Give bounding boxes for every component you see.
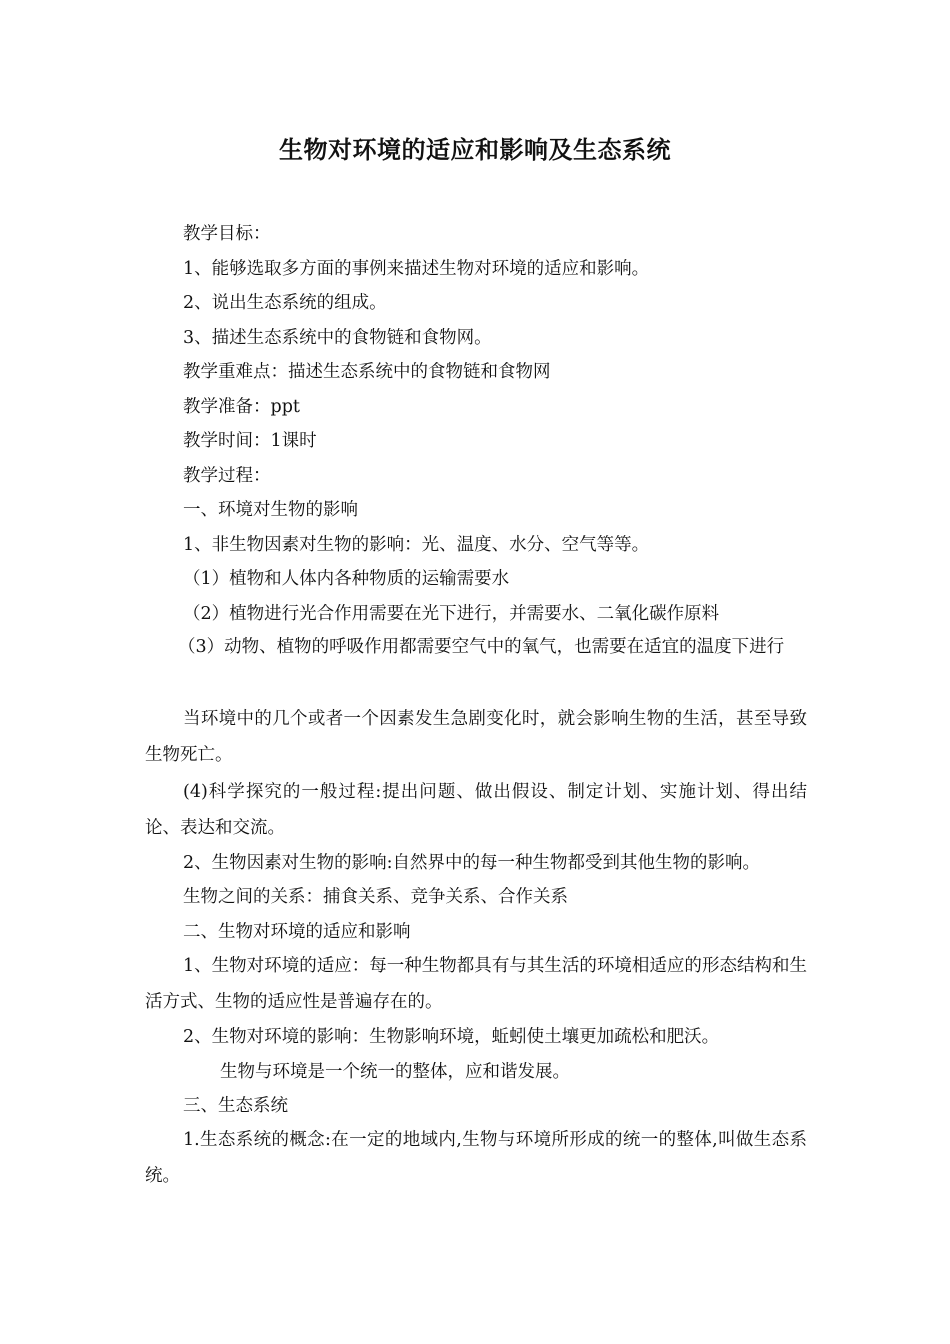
environment-change-paragraph: 当环境中的几个或者一个因素发生急剧变化时，就会影响生物的生活，甚至导致生物死亡。 xyxy=(145,709,807,765)
objective-2: 2、说出生态系统的组成。 xyxy=(183,293,387,313)
section-1-heading: 一、环境对生物的影响 xyxy=(183,500,358,520)
section-3-item-1: 1.生态系统的概念:在一定的地域内,生物与环境所形成的统一的整体,叫做生态系统。 xyxy=(145,1130,807,1186)
section-2-item-1: 1、生物对环境的适应：每一种生物都具有与其生活的环境相适应的形态结构和生活方式、生物的适应性是普遍存在的。 xyxy=(145,956,807,1012)
section-2-heading: 二、生物对环境的适应和影响 xyxy=(183,922,411,942)
preparation: 教学准备：ppt xyxy=(183,397,300,417)
unity-statement: 生物与环境是一个统一的整体，应和谐发展。 xyxy=(220,1062,570,1082)
section-2-item-2: 2、生物对环境的影响：生物影响环境，蚯蚓使土壤更加疏松和肥沃。 xyxy=(183,1027,720,1047)
teaching-time: 教学时间：1课时 xyxy=(183,431,317,451)
section-1-item-1: 1、非生物因素对生物的影响：光、温度、水分、空气等等。 xyxy=(183,535,650,555)
objectives-heading: 教学目标： xyxy=(183,224,271,244)
biological-relations: 生物之间的关系：捕食关系、竞争关系、合作关系 xyxy=(183,887,568,907)
document-title: 生物对环境的适应和影响及生态系统 xyxy=(279,135,671,164)
section-1-sub-1: （1）植物和人体内各种物质的运输需要水 xyxy=(183,569,510,589)
section-1-sub-4: (4)科学探究的一般过程:提出问题、做出假设、制定计划、实施计划、得出结论、表达和交流。 xyxy=(145,782,807,838)
process-heading: 教学过程： xyxy=(183,466,271,486)
section-3-heading: 三、生态系统 xyxy=(183,1096,288,1116)
objective-1: 1、能够选取多方面的事例来描述生物对环境的适应和影响。 xyxy=(183,259,650,279)
section-1-item-2: 2、生物因素对生物的影响:自然界中的每一种生物都受到其他生物的影响。 xyxy=(183,853,761,873)
key-point: 教学重难点：描述生态系统中的食物链和食物网 xyxy=(183,362,551,382)
section-1-sub-2: （2）植物进行光合作用需要在光下进行，并需要水、二氧化碳作原料 xyxy=(183,604,720,624)
objective-3: 3、描述生态系统中的食物链和食物网。 xyxy=(183,328,492,348)
section-1-sub-3: （3）动物、植物的呼吸作用都需要空气中的氧气，也需要在适宜的温度下进行 xyxy=(178,637,785,657)
